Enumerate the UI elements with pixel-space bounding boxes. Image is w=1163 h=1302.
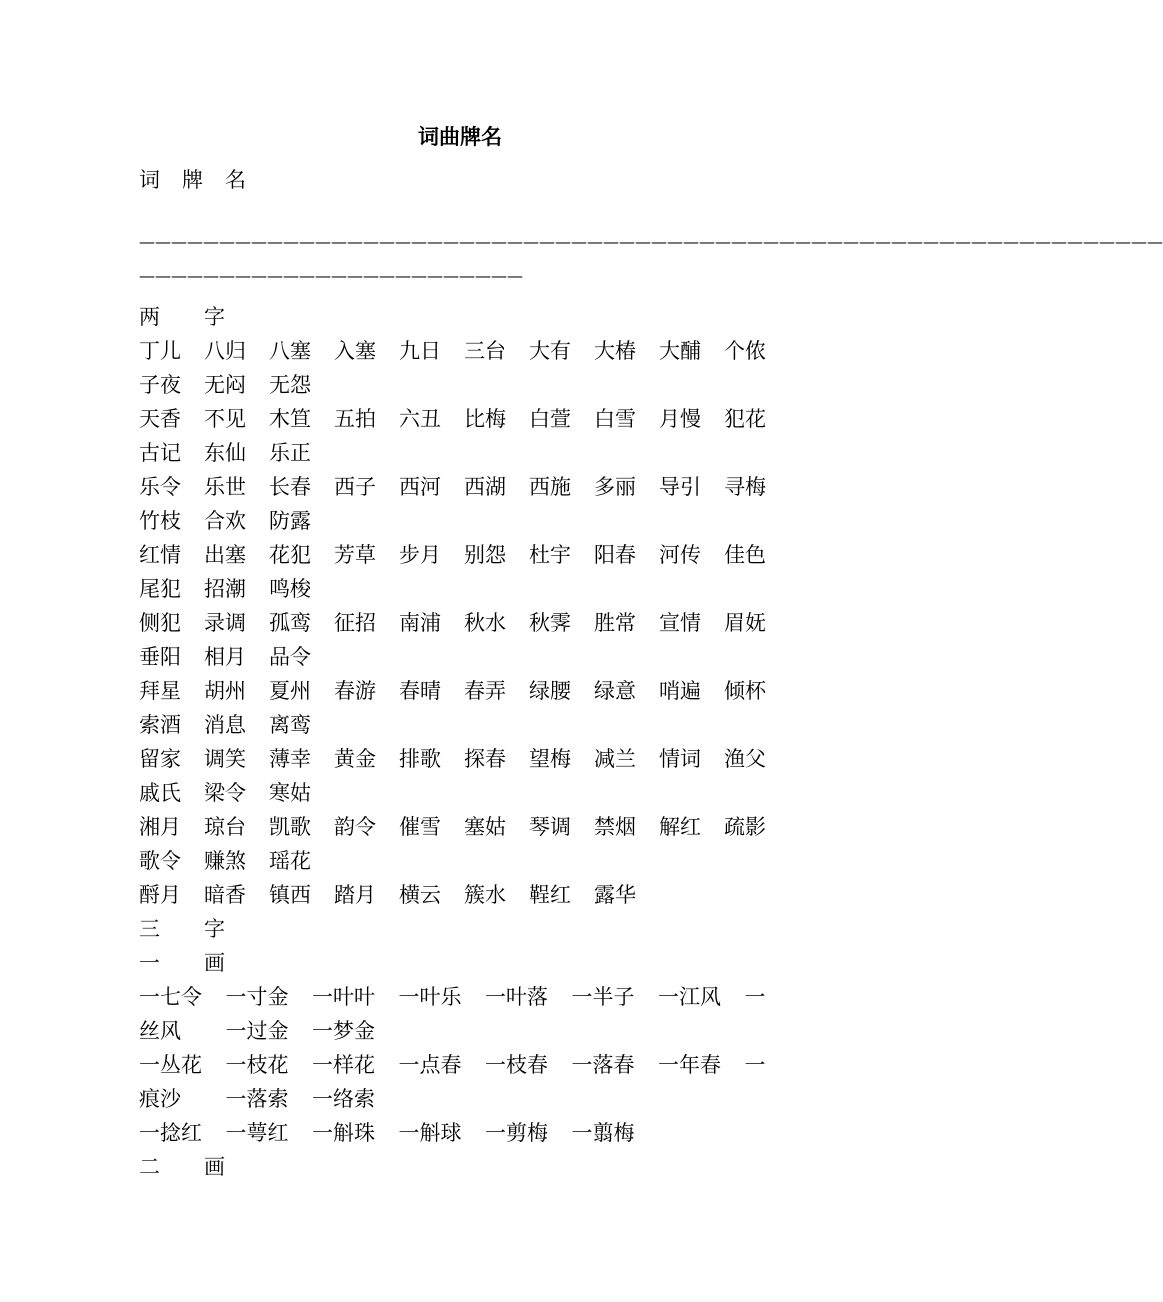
tune-name-line bbox=[139, 674, 799, 708]
tune-name: 一捻红 bbox=[139, 1121, 202, 1145]
tune-name: 西子 bbox=[334, 475, 376, 499]
tune-name: 排歌 bbox=[399, 747, 441, 771]
tune-name: 大酺 bbox=[659, 339, 701, 363]
tune-name: 春晴 bbox=[399, 679, 441, 703]
tune-name: 一梦金 bbox=[312, 1019, 375, 1043]
tune-name: 丝风 bbox=[139, 1019, 181, 1043]
tune-name: 古记 bbox=[139, 441, 181, 465]
tune-name: 一半子 bbox=[571, 985, 635, 1009]
heading-char: 二 bbox=[139, 1155, 160, 1179]
section-heading bbox=[139, 946, 799, 980]
tune-name-line bbox=[139, 572, 799, 606]
tune-name: 月慢 bbox=[659, 407, 701, 431]
tune-name: 黄金 bbox=[334, 747, 376, 771]
tune-name: 合欢 bbox=[204, 509, 246, 533]
tune-name: 一江风 bbox=[658, 985, 721, 1009]
tune-name-line bbox=[139, 334, 799, 368]
tune-name: 相月 bbox=[204, 645, 246, 669]
tune-name: 五拍 bbox=[334, 407, 376, 431]
tune-name: 渔父 bbox=[724, 747, 766, 771]
tune-name: 一七令 bbox=[139, 985, 202, 1009]
tune-name: 河传 bbox=[659, 543, 701, 567]
tune-name: 佳色 bbox=[724, 543, 766, 567]
tune-name: 八塞 bbox=[269, 339, 311, 363]
tune-name: 尾犯 bbox=[139, 577, 181, 601]
tune-name: 一萼红 bbox=[225, 1121, 289, 1145]
tune-name: 垂阳 bbox=[139, 645, 181, 669]
tune-name: 情词 bbox=[659, 747, 701, 771]
tune-name: 寻梅 bbox=[724, 475, 766, 499]
tune-name: 禁烟 bbox=[594, 815, 636, 839]
section-heading bbox=[139, 1150, 799, 1184]
tune-name: 大椿 bbox=[594, 339, 636, 363]
tune-name-line bbox=[139, 402, 799, 436]
tune-name: 一络索 bbox=[312, 1087, 375, 1111]
tune-name: 一 bbox=[744, 985, 766, 1009]
section-heading bbox=[139, 300, 799, 334]
tune-name: 横云 bbox=[399, 883, 441, 907]
tune-name: 一过金 bbox=[225, 1019, 289, 1043]
tune-name: 大有 bbox=[529, 339, 571, 363]
tune-name: 乐正 bbox=[269, 441, 311, 465]
tune-name: 胜常 bbox=[594, 611, 636, 635]
tune-name-line bbox=[139, 640, 799, 674]
tune-name: 探春 bbox=[464, 747, 506, 771]
tune-name: 踏月 bbox=[334, 883, 376, 907]
tune-name-line bbox=[139, 776, 799, 810]
tune-name: 解红 bbox=[659, 815, 701, 839]
tune-name: 阳春 bbox=[594, 543, 636, 567]
tune-name: 招潮 bbox=[204, 577, 246, 601]
tune-name-line bbox=[139, 436, 799, 470]
tune-name: 戚氏 bbox=[139, 781, 181, 805]
tune-name: 个侬 bbox=[724, 339, 766, 363]
tune-name: 琼台 bbox=[204, 815, 246, 839]
tune-name: 夏州 bbox=[269, 679, 311, 703]
tune-name: 寒姑 bbox=[269, 781, 311, 805]
tune-name: 疏影 bbox=[724, 815, 766, 839]
tune-name: 一剪梅 bbox=[485, 1121, 548, 1145]
tune-name-line bbox=[139, 470, 799, 504]
tune-name: 薄幸 bbox=[269, 747, 311, 771]
dash-separator: ———————————————————————— bbox=[139, 266, 523, 285]
tune-name: 湘月 bbox=[139, 815, 181, 839]
tune-name: 痕沙 bbox=[139, 1087, 181, 1111]
tune-name: 春弄 bbox=[464, 679, 506, 703]
tune-name-line bbox=[139, 742, 799, 776]
tune-name: 竹枝 bbox=[139, 509, 181, 533]
tune-name: 侧犯 bbox=[139, 611, 181, 635]
tune-name: 丁儿 bbox=[139, 339, 181, 363]
tune-name: 西施 bbox=[529, 475, 571, 499]
tune-name: 倾杯 bbox=[724, 679, 766, 703]
tune-name: 露华 bbox=[594, 883, 636, 907]
subtitle-char: 词 bbox=[139, 168, 160, 192]
tune-name: 步月 bbox=[399, 543, 441, 567]
tune-name-line bbox=[139, 538, 799, 572]
tune-name: 录调 bbox=[204, 611, 246, 635]
tune-name: 瑶花 bbox=[269, 849, 311, 873]
tune-name: 出塞 bbox=[204, 543, 246, 567]
tune-name: 孤鸾 bbox=[269, 611, 311, 635]
tune-name: 西河 bbox=[399, 475, 441, 499]
tune-name: 绿腰 bbox=[529, 679, 571, 703]
tune-name: 一枝花 bbox=[225, 1053, 289, 1077]
tune-name-line bbox=[139, 980, 799, 1014]
tune-name: 鸣梭 bbox=[269, 577, 311, 601]
tune-name: 减兰 bbox=[594, 747, 636, 771]
tune-name: 留家 bbox=[139, 747, 181, 771]
tune-name: 一落春 bbox=[571, 1053, 635, 1077]
tune-name: 凯歌 bbox=[269, 815, 311, 839]
tune-name: 赚煞 bbox=[204, 849, 246, 873]
tune-name: 无怨 bbox=[269, 373, 311, 397]
tune-name: 白雪 bbox=[594, 407, 636, 431]
tune-name: 暗香 bbox=[204, 883, 246, 907]
tune-name: 一枝春 bbox=[485, 1053, 548, 1077]
tune-name-line bbox=[139, 878, 799, 912]
tune-name-list bbox=[139, 300, 799, 1184]
tune-name: 一落索 bbox=[225, 1087, 289, 1111]
tune-name: 征招 bbox=[334, 611, 376, 635]
tune-name: 镇西 bbox=[269, 883, 311, 907]
tune-name-line bbox=[139, 1116, 799, 1150]
tune-name: 多丽 bbox=[594, 475, 636, 499]
tune-name: 三台 bbox=[464, 339, 506, 363]
tune-name: 天香 bbox=[139, 407, 181, 431]
tune-name: 一叶落 bbox=[485, 985, 548, 1009]
tune-name: 不见 bbox=[204, 407, 246, 431]
heading-char: 字 bbox=[204, 305, 225, 329]
heading-char: 一 bbox=[139, 951, 160, 975]
tune-name: 乐世 bbox=[204, 475, 246, 499]
tune-name: 调笑 bbox=[204, 747, 246, 771]
tune-name: 鞓红 bbox=[529, 883, 571, 907]
tune-name: 梁令 bbox=[204, 781, 246, 805]
tune-name: 催雪 bbox=[399, 815, 441, 839]
heading-char: 三 bbox=[139, 917, 160, 941]
tune-name-line bbox=[139, 606, 799, 640]
tune-name: 入塞 bbox=[334, 339, 376, 363]
tune-name: 别怨 bbox=[464, 543, 506, 567]
tune-name: 一叶乐 bbox=[398, 985, 462, 1009]
tune-name: 绿意 bbox=[594, 679, 636, 703]
tune-name: 秋霁 bbox=[529, 611, 571, 635]
tune-name: 眉妩 bbox=[724, 611, 766, 635]
tune-name: 六丑 bbox=[399, 407, 441, 431]
section-heading bbox=[139, 912, 799, 946]
tune-name: 离鸾 bbox=[269, 713, 311, 737]
tune-name: 九日 bbox=[399, 339, 441, 363]
tune-name: 春游 bbox=[334, 679, 376, 703]
tune-name: 一丛花 bbox=[139, 1053, 202, 1077]
tune-name: 子夜 bbox=[139, 373, 181, 397]
tune-name-line bbox=[139, 504, 799, 538]
tune-name-line bbox=[139, 708, 799, 742]
tune-name: 一斛珠 bbox=[312, 1121, 375, 1145]
subtitle-char: 名 bbox=[225, 168, 246, 192]
tune-name: 东仙 bbox=[204, 441, 246, 465]
tune-name: 哨遍 bbox=[659, 679, 701, 703]
section-subtitle bbox=[139, 165, 268, 195]
tune-name: 南浦 bbox=[399, 611, 441, 635]
tune-name: 杜宇 bbox=[529, 543, 571, 567]
tune-name-line bbox=[139, 368, 799, 402]
tune-name-line bbox=[139, 810, 799, 844]
tune-name: 一叶叶 bbox=[312, 985, 375, 1009]
page-title: 词曲牌名 bbox=[418, 124, 502, 149]
tune-name: 芳草 bbox=[334, 543, 376, 567]
tune-name: 防露 bbox=[269, 509, 311, 533]
tune-name: 品令 bbox=[269, 645, 311, 669]
tune-name: 拜星 bbox=[139, 679, 181, 703]
tune-name: 一 bbox=[744, 1053, 766, 1077]
tune-name: 一点春 bbox=[398, 1053, 462, 1077]
tune-name: 花犯 bbox=[269, 543, 311, 567]
tune-name-line bbox=[139, 844, 799, 878]
tune-name: 琴调 bbox=[529, 815, 571, 839]
heading-char: 字 bbox=[204, 917, 225, 941]
tune-name: 犯花 bbox=[724, 407, 766, 431]
tune-name: 比梅 bbox=[464, 407, 506, 431]
tune-name: 秋水 bbox=[464, 611, 506, 635]
tune-name: 西湖 bbox=[464, 475, 506, 499]
tune-name: 消息 bbox=[204, 713, 246, 737]
tune-name: 簇水 bbox=[464, 883, 506, 907]
tune-name: 一翦梅 bbox=[571, 1121, 635, 1145]
tune-name: 望梅 bbox=[529, 747, 571, 771]
tune-name: 导引 bbox=[659, 475, 701, 499]
tune-name-line bbox=[139, 1048, 799, 1082]
tune-name: 宣情 bbox=[659, 611, 701, 635]
tune-name: 塞姑 bbox=[464, 815, 506, 839]
tune-name: 乐令 bbox=[139, 475, 181, 499]
tune-name: 红情 bbox=[139, 543, 181, 567]
tune-name: 歌令 bbox=[139, 849, 181, 873]
tune-name: 一寸金 bbox=[225, 985, 289, 1009]
tune-name: 韵令 bbox=[334, 815, 376, 839]
tune-name: 八归 bbox=[204, 339, 246, 363]
heading-char: 画 bbox=[204, 1155, 225, 1179]
subtitle-char: 牌 bbox=[182, 168, 203, 192]
heading-char: 画 bbox=[204, 951, 225, 975]
tune-name: 酹月 bbox=[139, 883, 181, 907]
tune-name: 一样花 bbox=[312, 1053, 375, 1077]
heading-char: 两 bbox=[139, 305, 160, 329]
tune-name: 无闷 bbox=[204, 373, 246, 397]
tune-name: 胡州 bbox=[204, 679, 246, 703]
dash-separator: ———————————————————————————————————————————————————————————————— bbox=[139, 232, 1163, 251]
tune-name: 一斛球 bbox=[398, 1121, 462, 1145]
tune-name: 一年春 bbox=[658, 1053, 721, 1077]
tune-name: 白萱 bbox=[529, 407, 571, 431]
tune-name-line bbox=[139, 1014, 799, 1048]
tune-name: 长春 bbox=[269, 475, 311, 499]
tune-name-line bbox=[139, 1082, 799, 1116]
tune-name: 索酒 bbox=[139, 713, 181, 737]
tune-name: 木笪 bbox=[269, 407, 311, 431]
